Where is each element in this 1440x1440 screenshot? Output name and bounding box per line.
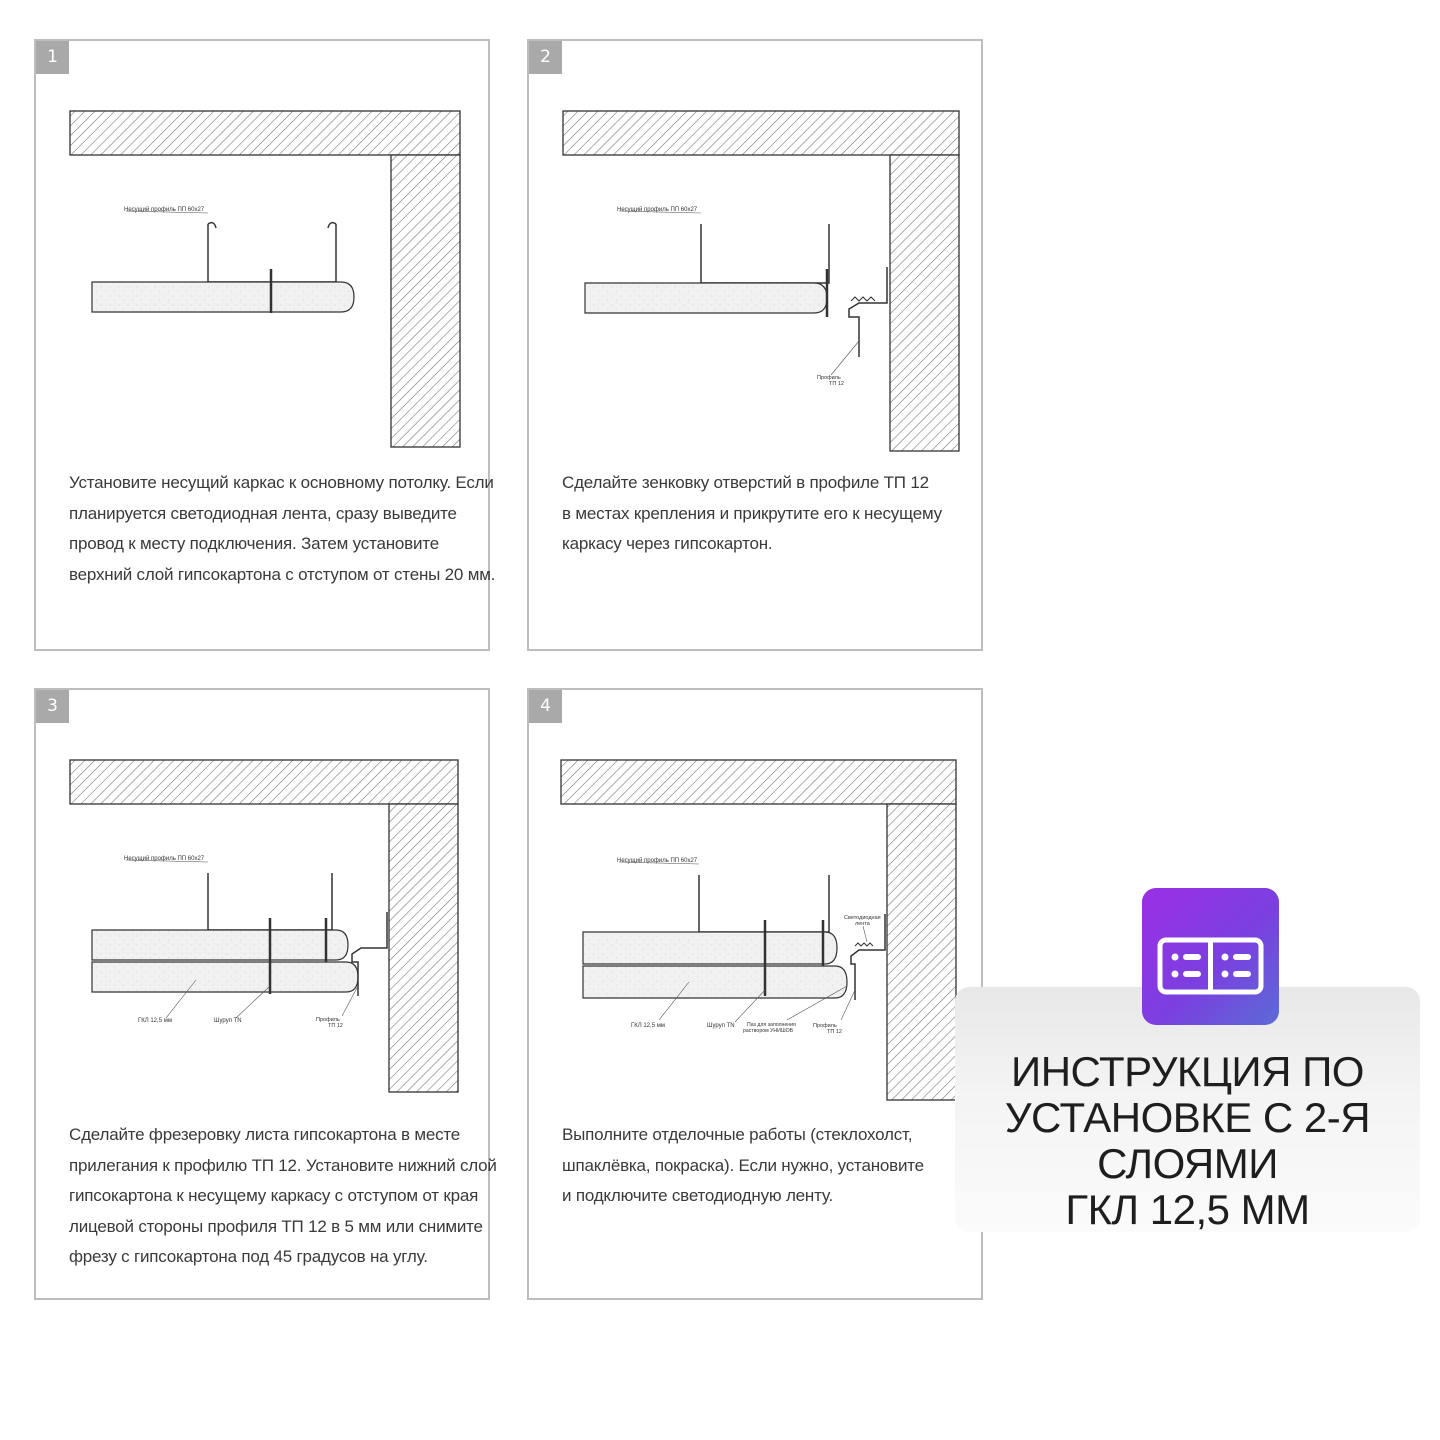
label-screw: Шуруп ТN xyxy=(707,1023,735,1029)
label-profile: Несущий профиль ПП 60х27 xyxy=(124,856,205,862)
step-3-text: Сделайте фрезеровку листа гипсокартона в месте прилегания к профилю ТП 12. Установите нижний слой гипсокартона к несущему каркасу с отступом от края лицевой стороны профиля ТП 12 в 5 мм или снимите фрезу с гипсокартона под 45 градусов на углу. xyxy=(69,1125,497,1266)
wall xyxy=(391,155,460,447)
drywall-top xyxy=(583,932,837,964)
ceiling-slab xyxy=(563,111,959,155)
step-2-text: Сделайте зенковку отверстий в профиле ТП 12 в местах крепления и прикрутите его к несущему каркасу через гипсокартон. xyxy=(562,473,942,553)
label-profile: Несущий профиль ПП 60х27 xyxy=(124,207,205,213)
tp12-profile xyxy=(849,267,887,357)
label-tp12-line2: ТП 12 xyxy=(827,1029,842,1035)
ceiling-slab xyxy=(70,111,460,155)
label-groove-line1: Паз для заполнения xyxy=(747,1022,796,1028)
label-tp12-line1: Профиль xyxy=(316,1017,340,1023)
label-tp12-line1: Профиль xyxy=(813,1023,837,1029)
led-strip xyxy=(855,943,873,946)
tp12-profile xyxy=(352,912,387,996)
label-led-line2: лента xyxy=(855,921,870,927)
drywall-sheet xyxy=(585,283,827,313)
step-4-panel xyxy=(527,688,983,1300)
wall xyxy=(890,155,959,451)
bearing-profile xyxy=(701,224,829,283)
step-number-badge: 2 xyxy=(529,41,562,74)
label-gkl: ГКЛ 12,5 мм xyxy=(631,1023,665,1029)
drywall-bottom xyxy=(92,962,358,992)
step-2-panel xyxy=(527,39,983,651)
drywall-sheet xyxy=(92,282,354,312)
label-screw: Шуруп ТN xyxy=(214,1018,242,1024)
step-1-panel xyxy=(34,39,496,651)
label-tp12-line2: ТП 12 xyxy=(829,381,844,387)
label-tp12-line2: ТП 12 xyxy=(328,1023,343,1029)
page-title: ИНСТРУКЦИЯ ПО УСТАНОВКЕ С 2-Я СЛОЯМИ ГКЛ 12,5 ММ xyxy=(1004,1048,1371,1233)
step-number-badge: 4 xyxy=(529,690,562,723)
ceiling-slab xyxy=(70,760,458,804)
step-number-badge: 1 xyxy=(36,41,69,74)
step-3-panel xyxy=(34,688,497,1300)
wall xyxy=(887,804,956,1100)
label-tp12-line1: Профиль xyxy=(817,375,841,381)
step-2-diagram xyxy=(529,41,985,461)
drywall-bottom xyxy=(583,966,847,998)
wall xyxy=(389,804,458,1092)
step-number-badge: 3 xyxy=(36,690,69,723)
label-profile: Несущий профиль ПП 60х27 xyxy=(617,858,698,864)
led-profile-icon xyxy=(1142,888,1279,1025)
label-gkl: ГКЛ 12,5 мм xyxy=(138,1018,172,1024)
step-1-text: Установите несущий каркас к основному потолку. Если планируется светодиодная лента, сразу выведите провод к месту подключения. Затем установите верхний слой гипсокартона с отступом от стены 20 мм. xyxy=(69,473,496,584)
step-4-diagram xyxy=(529,690,985,1110)
step-3-diagram xyxy=(36,690,492,1110)
step-1-diagram xyxy=(36,41,492,461)
drywall-top xyxy=(92,930,348,960)
label-led-line1: Светодиодная xyxy=(844,915,881,921)
label-groove-line2: раствором УНИШОВ xyxy=(743,1028,794,1034)
ceiling-slab xyxy=(561,760,956,804)
label-profile: Несущий профиль ПП 60х27 xyxy=(617,207,698,213)
step-4-text: Выполните отделочные работы (стеклохолст, шпаклёвка, покраска). Если нужно, установите и подключите светодиодную ленту. xyxy=(562,1125,924,1205)
